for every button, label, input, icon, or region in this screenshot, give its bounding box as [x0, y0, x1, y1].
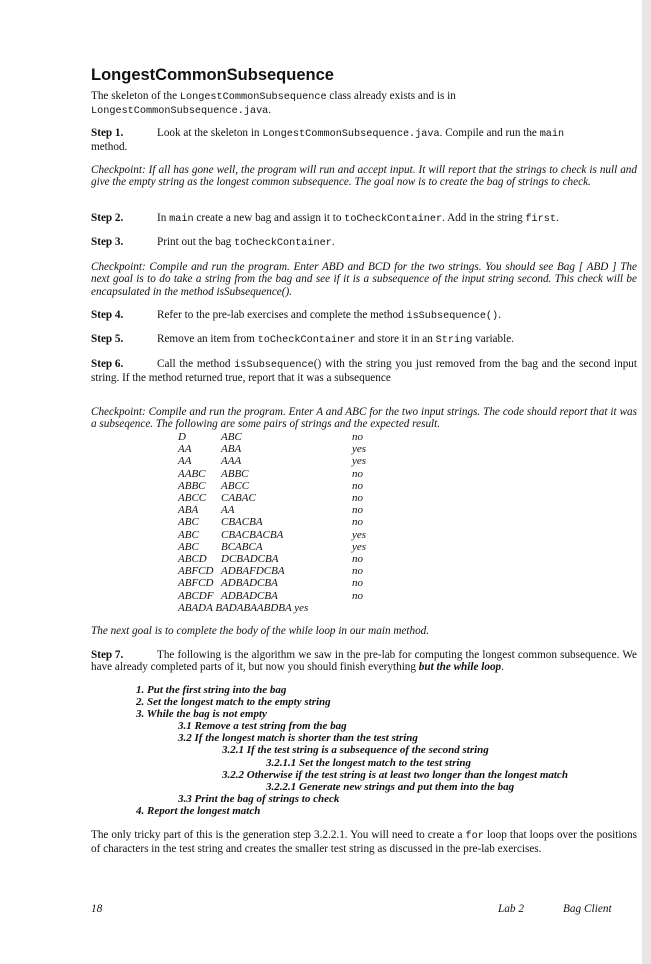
pair-first: ABC	[178, 528, 199, 541]
pair-first: D	[178, 431, 186, 443]
pair-last-row: ABADA BADABAABDBA yes	[178, 602, 309, 614]
pair-first: AA	[178, 455, 192, 468]
checkpoint-1: Checkpoint: If all has gone well, the program will run and accept input. It will report that the strings to check is null and give the empty string as the longest common subsequence. The goal now is to create the bag of strings to check.	[91, 164, 637, 189]
algorithm-line: 1. Put the first string into the bag	[136, 684, 287, 696]
algorithm-line: 3.2.1.1 Set the longest match to the test string	[266, 756, 472, 769]
pair-result: no	[352, 577, 363, 590]
pair-second: AAA	[221, 455, 242, 468]
pair-row	[178, 431, 366, 443]
pair-row	[178, 565, 366, 577]
step-6: Step 6. Call the method isSubsequence() with the string you just removed from the bag and the second input string. If the method returned true, report that it was a subsequence	[91, 358, 637, 385]
pair-row	[178, 541, 366, 553]
intro-paragraph: The skeleton of the LongestCommonSubsequence class already exists and is in LongestCommonSubsequence.java.	[91, 90, 456, 118]
closing-paragraph: The only tricky part of this is the generation step 3.2.2.1. You will need to create a for loop that loops over the positions of characters in the test string and creates the smaller test string as discussed in the pre-lab exercises.	[91, 829, 637, 856]
algorithm-line: 3. While the bag is not empty	[136, 708, 267, 721]
pair-result: yes	[352, 528, 367, 541]
pair-first: ABFCD	[178, 565, 214, 578]
pair-second: ABA	[221, 443, 242, 456]
pair-result: yes	[352, 455, 367, 468]
pair-result: no	[352, 467, 363, 480]
pair-first: AABC	[178, 467, 206, 480]
pair-second: AA	[221, 504, 235, 517]
pair-second: BCABCA	[221, 540, 263, 553]
pair-result: no	[352, 553, 363, 566]
pair-row	[178, 492, 366, 504]
step-1: Step 1. Look at the skeleton in LongestCommonSubsequence.java. Compile and run the main method.	[91, 127, 565, 154]
pair-second: ABBC	[221, 467, 249, 480]
pair-second: ABCC	[221, 479, 250, 492]
pair-result: no	[352, 516, 363, 529]
footer-title: Bag Client	[563, 903, 612, 915]
checkpoint-3: Checkpoint: Compile and run the program. Enter A and ABC for the two input strings. The code should report that it was a subseqence. The following are some pairs of strings and the expected result.	[91, 406, 637, 431]
pair-first: ABCDF	[178, 589, 214, 602]
next-goal: The next goal is to complete the body of the while loop in our main method.	[91, 625, 430, 637]
page-edge	[642, 0, 651, 964]
step-2: Step 2. In main create a new bag and assign it to toCheckContainer. Add in the string first.	[91, 212, 559, 225]
step-4: Step 4. Refer to the pre-lab exercises and complete the method isSubsequence().	[91, 309, 501, 322]
pair-first: ABFCD	[178, 577, 214, 590]
pair-row	[178, 455, 366, 467]
algorithm-line: 3.2.2.1 Generate new strings and put them into the bag	[266, 780, 515, 793]
pair-first: ABBC	[178, 479, 206, 492]
algorithm-line: 3.1 Remove a test string from the bag	[178, 720, 347, 733]
algorithm-list	[91, 684, 637, 817]
pair-result: no	[352, 479, 363, 492]
pair-first: ABCC	[178, 492, 207, 505]
section-title: LongestCommonSubsequence	[91, 66, 334, 84]
algorithm-line: 3.3 Print the bag of strings to check	[178, 792, 340, 805]
algorithm-line: 2. Set the longest match to the empty string	[136, 696, 331, 709]
pair-row	[178, 577, 366, 589]
pair-second: ADBAFDCBA	[221, 565, 285, 578]
checkpoint-2: Checkpoint: Compile and run the program. Enter ABD and BCD for the two strings. You should see Bag [ ABD ] The next goal is to do take a string from the bag and see if it is a subsequence of the input string second. This check will be encapsulated in the method isSubsequence().	[91, 261, 637, 298]
step-7: Step 7. The following is the algorithm we saw in the pre-lab for computing the longest common subsequence. We have already completed parts of it, but now you should finish everything but the while loop.	[91, 649, 637, 674]
pair-row	[178, 504, 366, 516]
pair-result: no	[352, 565, 363, 578]
algorithm-line: 3.2 If the longest match is shorter than the test string	[178, 732, 418, 745]
pair-first: ABCD	[178, 553, 207, 566]
pair-second: ADBADCBA	[221, 577, 278, 590]
pair-result: yes	[352, 540, 367, 553]
pair-result: no	[352, 589, 363, 602]
pair-second: CABAC	[221, 492, 256, 505]
pair-first: AA	[178, 443, 192, 456]
step-5: Step 5. Remove an item from toCheckContainer and store it in an String variable.	[91, 333, 514, 346]
algorithm-line: 3.2.1 If the test string is a subsequence of the second string	[222, 744, 489, 757]
pair-result: no	[352, 504, 363, 517]
pair-second: ABC	[221, 431, 242, 443]
pair-row	[178, 529, 366, 541]
pair-result: no	[352, 431, 363, 443]
string-pairs-table	[178, 431, 366, 602]
pair-second: ADBADCBA	[221, 589, 278, 602]
pair-result: no	[352, 492, 363, 505]
pair-result: yes	[352, 443, 367, 456]
pair-first: ABC	[178, 540, 199, 553]
algorithm-line: 4. Report the longest match	[136, 804, 261, 817]
pair-row	[178, 590, 366, 602]
pair-row	[178, 443, 366, 455]
pair-row	[178, 516, 366, 528]
pair-row	[178, 468, 366, 480]
pair-row	[178, 553, 366, 565]
pair-first: ABC	[178, 516, 199, 529]
pair-first: ABA	[178, 504, 199, 517]
pair-second: CBACBA	[221, 516, 263, 529]
pair-second: CBACBACBA	[221, 528, 284, 541]
step-3: Step 3. Print out the bag toCheckContainer.	[91, 236, 335, 249]
footer-lab: Lab 2	[498, 903, 525, 915]
footer-page-number: 18	[91, 903, 103, 915]
algorithm-line: 3.2.2 Otherwise if the test string is at least two longer than the longest match	[222, 768, 568, 781]
pair-row	[178, 480, 366, 492]
pair-second: DCBADCBA	[221, 553, 279, 566]
